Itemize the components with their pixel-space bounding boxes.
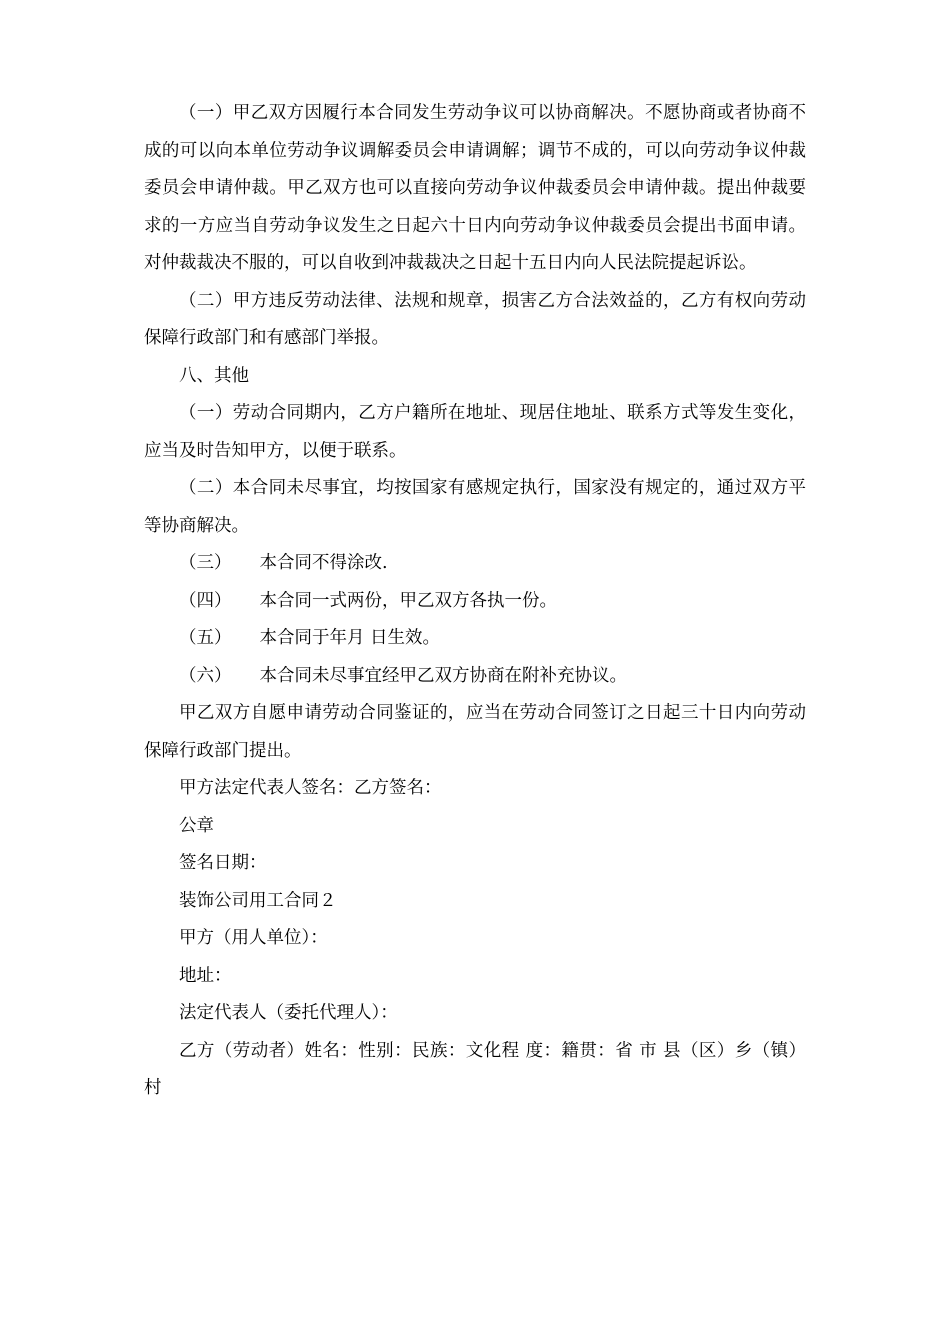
address-label: 地址：: [179, 965, 232, 986]
list-item-3-text: 本合同不得涂改.: [259, 553, 388, 573]
list-item-5: [144, 620, 806, 658]
list-item-4-marker: （四）: [179, 590, 232, 611]
paragraph-contract-verification: 甲乙双方自愿申请劳动合同鉴证的，应当在劳动合同签订之日起三十日内向劳动保障行政部门提出。: [144, 703, 806, 761]
list-item-6-text: 本合同未尽事宜经甲乙双方协商在附补充协议。: [259, 665, 627, 686]
section-heading-other: 八、其他: [179, 365, 249, 386]
legal-representative-label: 法定代表人（委托代理人）：: [179, 1003, 398, 1023]
sign-date-label: 签名日期：: [179, 853, 267, 873]
list-item-5-text: 本合同于年月 日生效。: [259, 628, 441, 648]
paragraph-info-change: （一）劳动合同期内，乙方户籍所在地址、现居住地址、联系方式等发生变化，应当及时告知甲方，以便于联系。: [144, 403, 806, 461]
party-b-details: 乙方（劳动者）姓名：性别：民族：文化程 度：籍贯：省 市 县（区）乡（镇）村: [144, 1040, 806, 1098]
list-item-3-marker: （三）: [179, 553, 232, 573]
paragraph-report-violation: （二）甲方违反劳动法律、法规和规章，损害乙方合法效益的，乙方有权向劳动保障行政部门和有感部门举报。: [144, 290, 806, 348]
signature-line: 甲方法定代表人签名：乙方签名：: [179, 778, 442, 798]
seal-label: 公章: [179, 815, 214, 836]
party-a-label: 甲方（用人单位）：: [179, 928, 328, 948]
list-item-4: [144, 583, 806, 621]
paragraph-unresolved-matters: （二）本合同未尽事宜，均按国家有感规定执行，国家没有规定的，通过双方平等协商解决。: [144, 478, 806, 536]
list-item-4-text: 本合同一式两份，甲乙双方各执一份。: [259, 590, 557, 611]
paragraph-dispute-resolution: （一）甲乙双方因履行本合同发生劳动争议可以协商解决。不愿协商或者协商不成的可以向本单位劳动争议调解委员会申请调解；调节不成的，可以向劳动争议仲裁委员会申请仲裁。甲乙双方也可以直接向劳动争议仲裁委员会申请仲裁。提出仲裁要求的一方应当自劳动争议发生之日起六十日内向劳动争议仲裁委员会提出书面申请。对仲裁裁决不服的，可以自收到冲裁裁决之日起十五日内向人民法院提起诉讼。: [144, 103, 806, 273]
document-page: [144, 95, 806, 1108]
contract-2-title: 装饰公司用工合同２: [179, 890, 337, 911]
list-item-5-marker: （五）: [179, 628, 232, 648]
list-item-6-marker: （六）: [179, 665, 232, 686]
list-item-3: [144, 545, 806, 583]
list-item-6: [144, 658, 806, 696]
